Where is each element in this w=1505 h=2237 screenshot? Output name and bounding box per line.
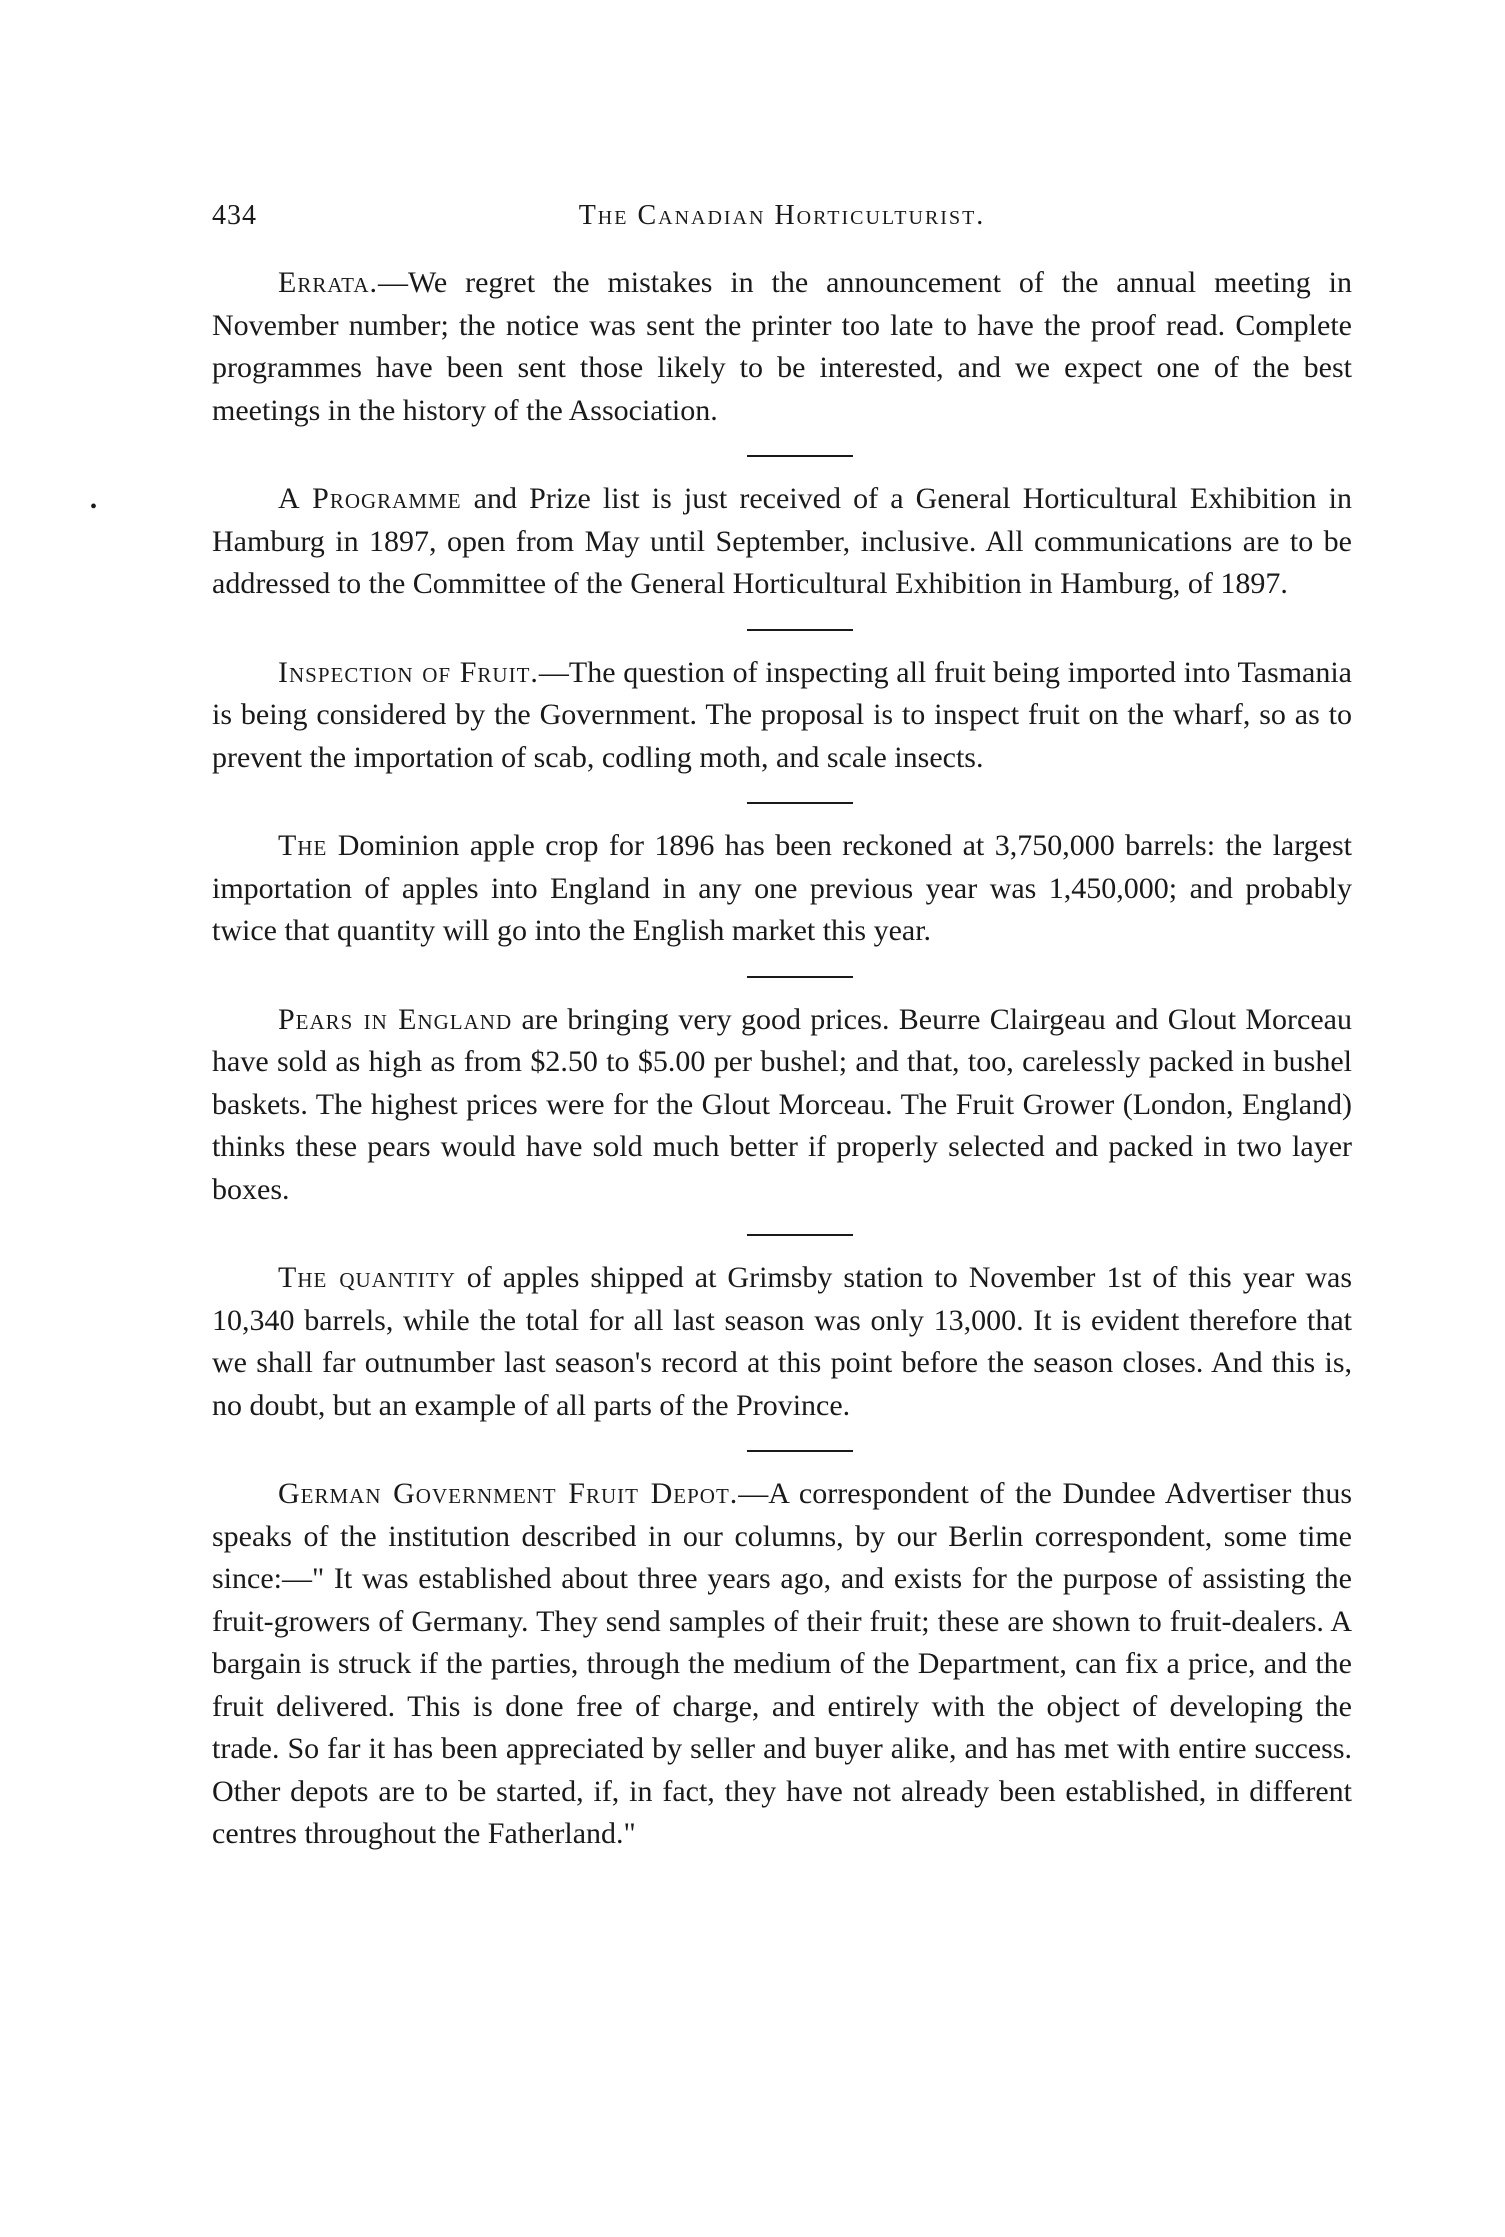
- article-lead: A Programme: [278, 482, 462, 515]
- article-lead: The quantity: [278, 1261, 456, 1294]
- margin-mark: •: [90, 496, 98, 518]
- article-lead: Inspection of Fruit.: [278, 655, 539, 689]
- article-programme: [212, 478, 1352, 606]
- journal-title: The Canadian Horticulturist.: [578, 200, 986, 231]
- article-text: are bringing very good prices. Beurre Clairgeau and Glout Morceau have sold as high as from $2.50 to $5.00 per bushel; and that, too, carelessly packed in bushel baskets. The highest prices were for the Glout Morceau. The Fruit Grower (London, England) thinks these pears would have sold much better if properly selected and packed in two layer boxes.: [212, 1002, 1352, 1206]
- article-dominion-apple-crop: [212, 825, 1352, 953]
- section-divider: [747, 976, 853, 978]
- article-quantity-of-apples: [212, 1257, 1352, 1427]
- article-errata: [212, 262, 1352, 432]
- article-lead: The: [278, 829, 328, 862]
- article-lead: Pears in England: [278, 1002, 513, 1036]
- page-number: 434: [212, 200, 257, 231]
- section-divider: [747, 629, 853, 631]
- section-divider: [747, 1234, 853, 1236]
- article-lead: German Government Fruit Depot.: [278, 1477, 739, 1510]
- article-column: [212, 262, 1352, 1856]
- article-pears-in-england: [212, 999, 1352, 1212]
- running-head: [212, 200, 1352, 240]
- article-text: —The question of inspecting all fruit being imported into Tasmania is being considered by the Government. The proposal is to inspect fruit on the wharf, so as to prevent the importation of scab, codling moth, and scale insects.: [212, 655, 1352, 774]
- article-lead: Errata.: [278, 266, 378, 299]
- section-divider: [747, 1450, 853, 1452]
- article-text: and Prize list is just received of a General Horticultural Exhibition in Hamburg in 1897, open from May until September, inclusive. All communications are to be addressed to the Committee of the General Horticultural Exhibition in Hamburg, of 1897.: [212, 482, 1352, 600]
- section-divider: [747, 802, 853, 804]
- section-divider: [747, 455, 853, 457]
- article-text: of apples shipped at Grimsby station to November 1st of this year was 10,340 barrels, while the total for all last season was only 13,000. It is evident therefore that we shall far outnumber last season's record at this point before the season closes. And this is, no doubt, but an example of all parts of the Province.: [212, 1261, 1352, 1422]
- article-german-fruit-depot: [212, 1473, 1352, 1856]
- article-text: —A correspondent of the Dundee Advertiser thus speaks of the institution described in our columns, by our Berlin correspondent, some time since:—" It was established about three years ago, and exists for the purpose of assisting the fruit-growers of Germany. They send samples of their fruit; these are shown to fruit-dealers. A bargain is struck if the parties, through the medium of the Department, can fix a price, and the fruit delivered. This is done free of charge, and entirely with the object of developing the trade. So far it has been appreciated by seller and buyer alike, and has met with entire success. Other depots are to be started, if, in fact, they have not already been established, in different centres throughout the Fatherland.": [212, 1477, 1353, 1850]
- article-text: Dominion apple crop for 1896 has been reckoned at 3,750,000 barrels: the largest importation of apples into England in any one previous year was 1,450,000; and probably twice that quantity will go into the English market this year.: [212, 829, 1352, 947]
- article-text: —We regret the mistakes in the announcement of the annual meeting in November number; the notice was sent the printer too late to have the proof read. Complete programmes have been sent those likely to be interested, and we expect one of the best meetings in the history of the Association.: [212, 266, 1352, 427]
- article-inspection-of-fruit: [212, 652, 1352, 780]
